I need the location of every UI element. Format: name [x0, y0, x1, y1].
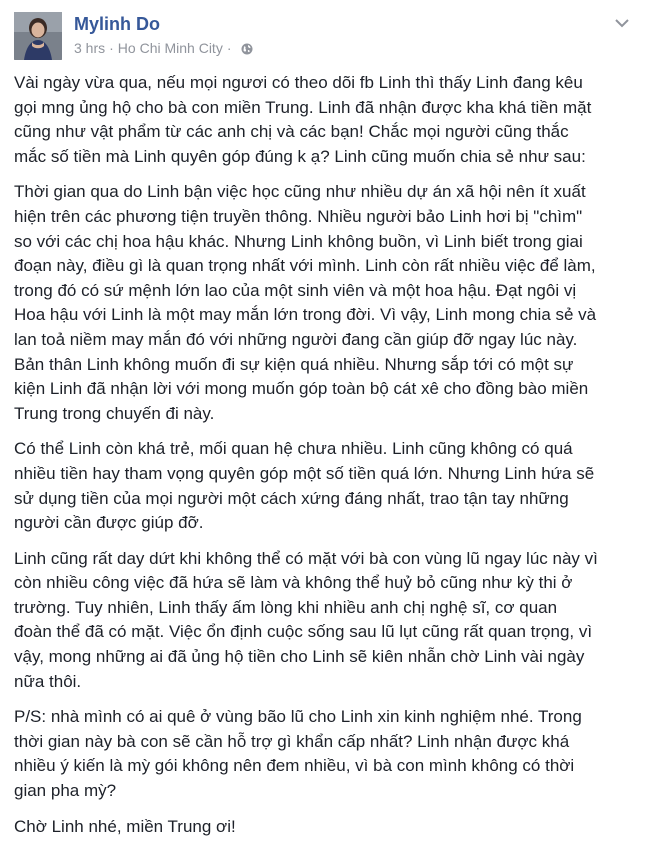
post-paragraph: Chờ Linh nhé, miền Trung ơi! [14, 816, 236, 836]
post-paragraph: Thời gian qua do Linh bận việc học cũng như nhiều dự án xã hội nên ít xuất hiện trên các phương tiện truyền thông. Nhiều người bảo Linh hơi bị "chìm" so với các chị hoa hậu khác. Nhưng Linh không buồn, vì Linh biết trong giai đoạn này, điều gì là quan trọng nhất với mình. Linh còn rất nhiều việc để làm, trong đó có sứ mệnh lớn lao của một sinh viên và một hoa hậu. Đạt ngôi vị Hoa hậu với Linh là một may mắn lớn trong đời. Vì vậy, Linh mong chia sẻ và lan toả niềm may mắn đó với những người đang cần giúp đỡ ngay lúc này. Bản thân Linh không muốn đi sự kiện quá nhiều. Nhưng sắp tới có một sự kiện Linh đã nhận lời với mong muốn góp toàn bộ cát xê cho đồng bào miền Trung trong chuyến đi này. [14, 182, 597, 423]
post-paragraph: Linh cũng rất day dứt khi không thể có mặt với bà con vùng lũ ngay lúc này vì còn nhiều công việc đã hứa sẽ làm và không thể huỷ bỏ cũng như kỳ thi ở trường. Tuy nhiên, Linh thấy ấm lòng khi nhiều anh chị nghệ sĩ, cơ quan đoàn thể đã có mặt. Việc ổn định cuộc sống sau lũ lụt cũng rất quan trọng, vì vậy, mong những ai đã ủng hộ tiền cho Linh sẽ kiên nhẫn chờ Linh vài ngày nữa thôi. [14, 548, 598, 691]
post-paragraph: Vài ngày vừa qua, nếu mọi ngươi có theo dõi fb Linh thì thấy Linh đang kêu gọi mng ủng hộ cho bà con miền Trung. Linh đã nhận được kha khá tiền mặt cũng như vật phẩm từ các anh chị và các bạn! Chắc mọi người cũng thắc mắc số tiền mà Linh quyên góp đúng k ạ? Linh cũng muốn chia sẻ như sau: [14, 73, 592, 166]
chevron-down-icon[interactable] [614, 16, 630, 28]
post-time[interactable]: 3 hrs [74, 40, 106, 56]
avatar[interactable] [14, 12, 62, 60]
post-body [14, 71, 638, 850]
meta-separator: · [109, 40, 114, 56]
post-paragraph: P/S: nhà mình có ai quê ở vùng bão lũ cho Linh xin kinh nghiệm nhé. Trong thời gian này bà con sẽ cần hỗ trợ gì khẩn cấp nhất? Linh nhận được khá nhiều ý kiến là mỳ gói không nên đem nhiều, vì bà con mình không có thời gian pha mỳ? [14, 707, 582, 801]
meta-separator: · [226, 40, 232, 56]
globe-icon[interactable] [241, 42, 253, 54]
post-header [14, 12, 636, 62]
avatar-image [14, 12, 62, 60]
post-meta [74, 40, 253, 56]
post-location[interactable]: Ho Chi Minh City [117, 40, 223, 56]
author-name[interactable]: Mylinh Do [74, 14, 160, 34]
post-paragraph: Có thể Linh còn khá trẻ, mối quan hệ chưa nhiều. Linh cũng không có quá nhiều tiền hay tham vọng quyên góp một số tiền quá lớn. Nhưng Linh hứa sẽ sử dụng tiền của mọi người một cách xứng đáng nhất, trao tận tay những người cần được giúp đỡ. [14, 439, 595, 533]
